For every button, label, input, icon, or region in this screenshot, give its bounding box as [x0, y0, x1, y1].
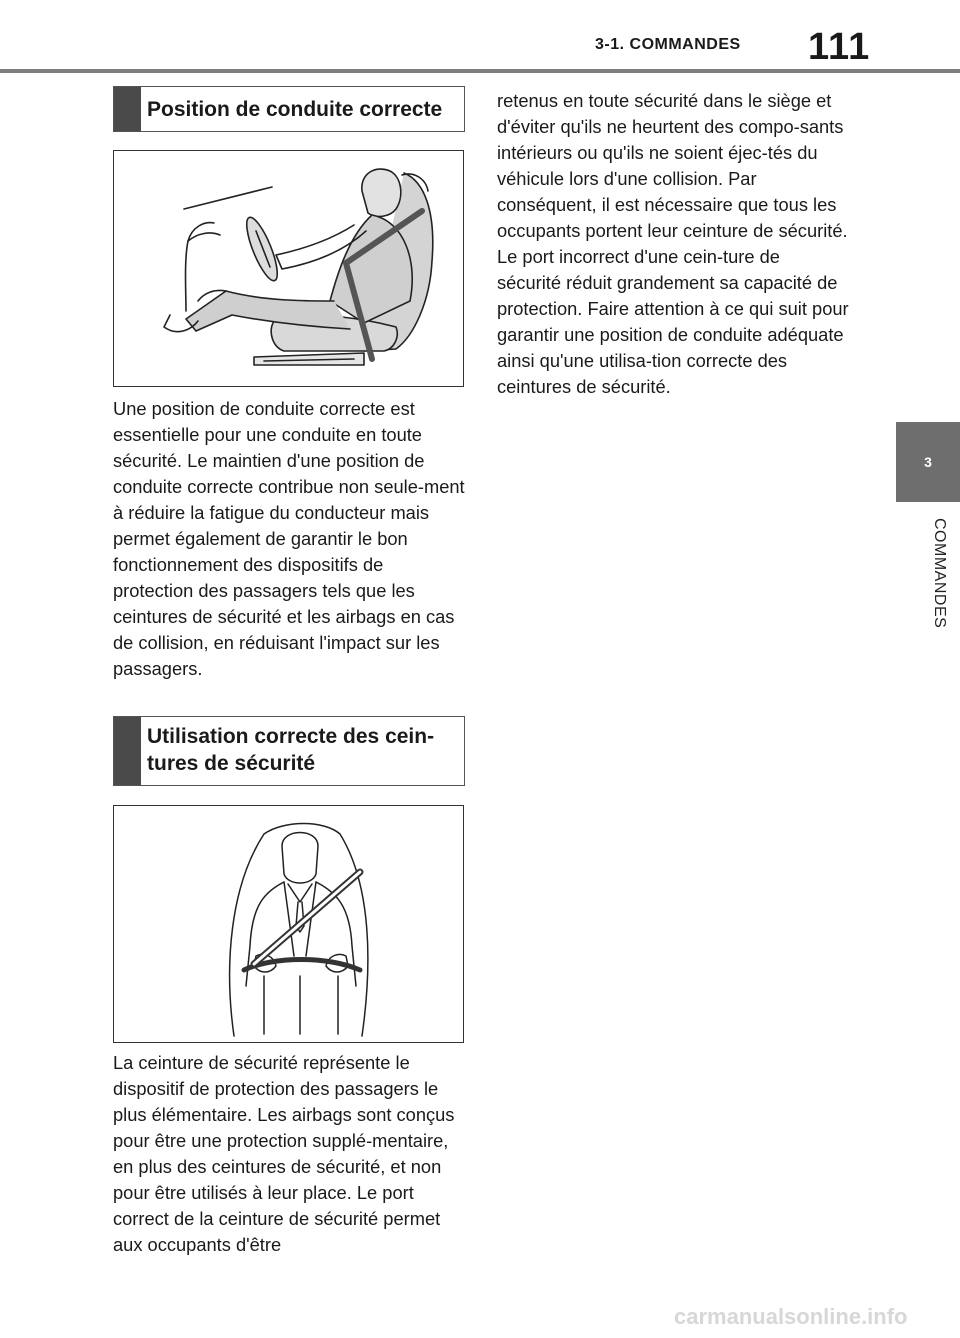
chapter-number: 3 — [924, 454, 932, 470]
section-heading-driving-position — [113, 86, 465, 132]
watermark-graphic — [674, 1302, 954, 1332]
svg-text:carmanualsonline.info: carmanualsonline.info — [674, 1304, 908, 1329]
seat-belt-paragraph: La ceinture de sécurité représente le dispositif de protection des passagers le plus élémentaire. Les airbags sont conçus pour être une protection supplé-mentaire, en plus des ceintures de sécurité, et non pour être utilisés à leur place. Le port correct de la ceinture de sécurité permet aux occupants d'être — [113, 1052, 455, 1255]
page-number: 111 — [808, 26, 871, 68]
section-title: 3-1. COMMANDES — [595, 36, 741, 53]
heading-text: Position de conduite correcte — [147, 98, 443, 121]
chapter-label: COMMANDES — [931, 518, 948, 629]
chapter-tab[interactable] — [896, 422, 960, 502]
belted-occupant-drawing — [114, 806, 463, 1042]
heading-bar — [114, 87, 141, 131]
driver-seat-drawing — [114, 151, 463, 386]
header-divider — [0, 69, 960, 73]
watermark-logo — [674, 1302, 954, 1332]
section-heading-seat-belts — [113, 716, 465, 786]
heading-text: Utilisation correcte des cein-tures de sécurité — [147, 725, 435, 775]
driving-position-paragraph: Une position de conduite correcte est essentielle pour une conduite en toute sécurité. Le maintien d'une position de conduite correcte contribue non seule-ment à réduire la fatigue du conducteur mais permet également de garantir le bon fonctionnement des dispositifs de protection des passagers tels que les ceintures de sécurité et les airbags en cas de collision, en réduisant l'impact sur les passagers. — [113, 398, 465, 679]
seat-belt-continuation-paragraph: retenus en toute sécurité dans le siège et d'éviter qu'ils ne heurtent des compo-sants intérieurs ou qu'ils ne soient éjec-tés du véhicule lors d'une collision. Par conséquent, il est nécessaire que tous les occupants portent leur ceinture de sécurité. Le port incorrect d'une cein-ture de sécurité réduit grandement sa capacité de protection. Faire attention à ce qui suit pour garantir une position de conduite adéquate ainsi qu'une utilisa-tion correcte des ceintures de sécurité. — [497, 90, 849, 397]
driving-position-illustration — [113, 150, 464, 387]
heading-bar — [114, 717, 141, 785]
seat-belt-illustration — [113, 805, 464, 1043]
